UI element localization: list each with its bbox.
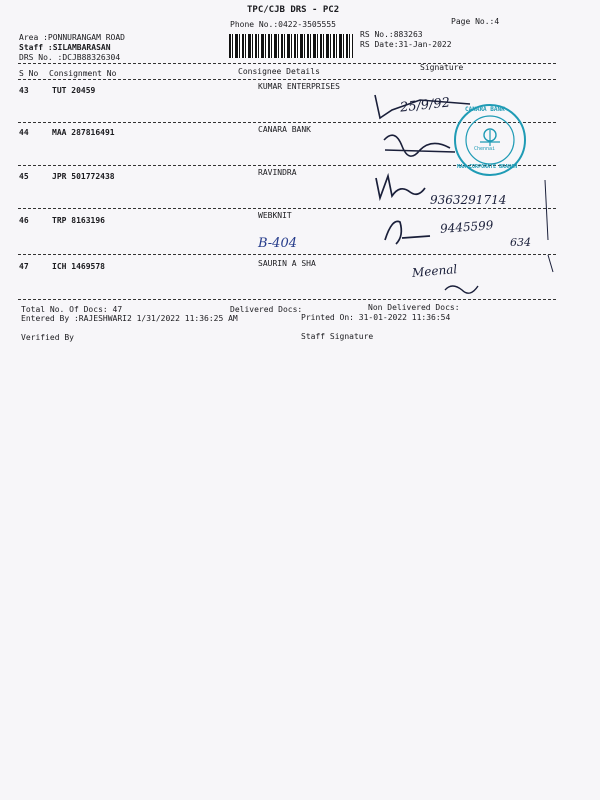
row-45-consignee: RAVINDRA (258, 168, 297, 177)
handwritten-name: Meenal (411, 262, 458, 280)
row-45-sno: 45 (19, 172, 29, 181)
column-header-consignment: Consignment No (49, 69, 117, 78)
non-delivered-docs: Non Delivered Docs: (368, 303, 460, 312)
document-title: TPC/CJB DRS - PC2 (247, 5, 340, 15)
verified-by: Verified By (21, 333, 74, 342)
row-44-sno: 44 (19, 128, 29, 137)
staff-name: Staff :SILAMBARASAN (19, 43, 111, 52)
staff-signature: Staff Signature (301, 332, 374, 341)
stamp-center-text: Chennai (474, 146, 496, 152)
handwritten-date: 25/9/92 (399, 95, 451, 116)
total-docs: Total No. Of Docs: 47 (21, 305, 123, 314)
row-47-sno: 47 (19, 262, 29, 271)
row-44-consignee: CANARA BANK (258, 125, 311, 134)
row-43-consignee: KUMAR ENTERPRISES (258, 82, 340, 91)
row-43-sno: 43 (19, 86, 29, 95)
row-44-consignment: MAA 287816491 (52, 128, 115, 137)
row-46-sno: 46 (19, 216, 29, 225)
printed-on: Printed On: 31-01-2022 11:36:54 (301, 313, 451, 322)
entered-by: Entered By :RAJESHWARI2 1/31/2022 11:36:25 AM (21, 314, 238, 323)
row-47-consignment: ICH 1469578 (52, 262, 105, 271)
delivered-docs: Delivered Docs: (230, 305, 303, 314)
page-number: Page No.:4 (451, 17, 500, 26)
stamp-top-text: CANARA BANK (465, 106, 505, 113)
column-header-sno: S No (19, 69, 39, 78)
row-43-consignment: TUT 20459 (52, 86, 96, 95)
row-46-consignee: WEBKNIT (258, 211, 292, 220)
handwritten-note: 634 (510, 236, 531, 249)
handwritten-flat-number: B-404 (258, 236, 297, 251)
row-47-consignee: SAURIN A SHA (258, 259, 316, 268)
drs-number: DRS No. :DCJB88326304 (19, 53, 121, 62)
column-header-signature: Signature (420, 63, 464, 72)
phone-number: Phone No.:0422-3505555 (230, 20, 336, 29)
stamp-bottom-text: MAA CORPORATE BRANCH (457, 164, 518, 170)
rs-number: RS No.:883263 (360, 30, 423, 39)
handwritten-phone: 9363291714 (430, 193, 507, 207)
handwritten-phone: 9445599 (439, 218, 494, 236)
area: Area :PONNURANGAM ROAD (19, 33, 125, 42)
column-header-consignee: Consignee Details (238, 67, 320, 76)
rs-date: RS Date:31-Jan-2022 (360, 40, 452, 49)
row-46-consignment: TRP 8163196 (52, 216, 105, 225)
row-45-consignment: JPR 501772438 (52, 172, 115, 181)
